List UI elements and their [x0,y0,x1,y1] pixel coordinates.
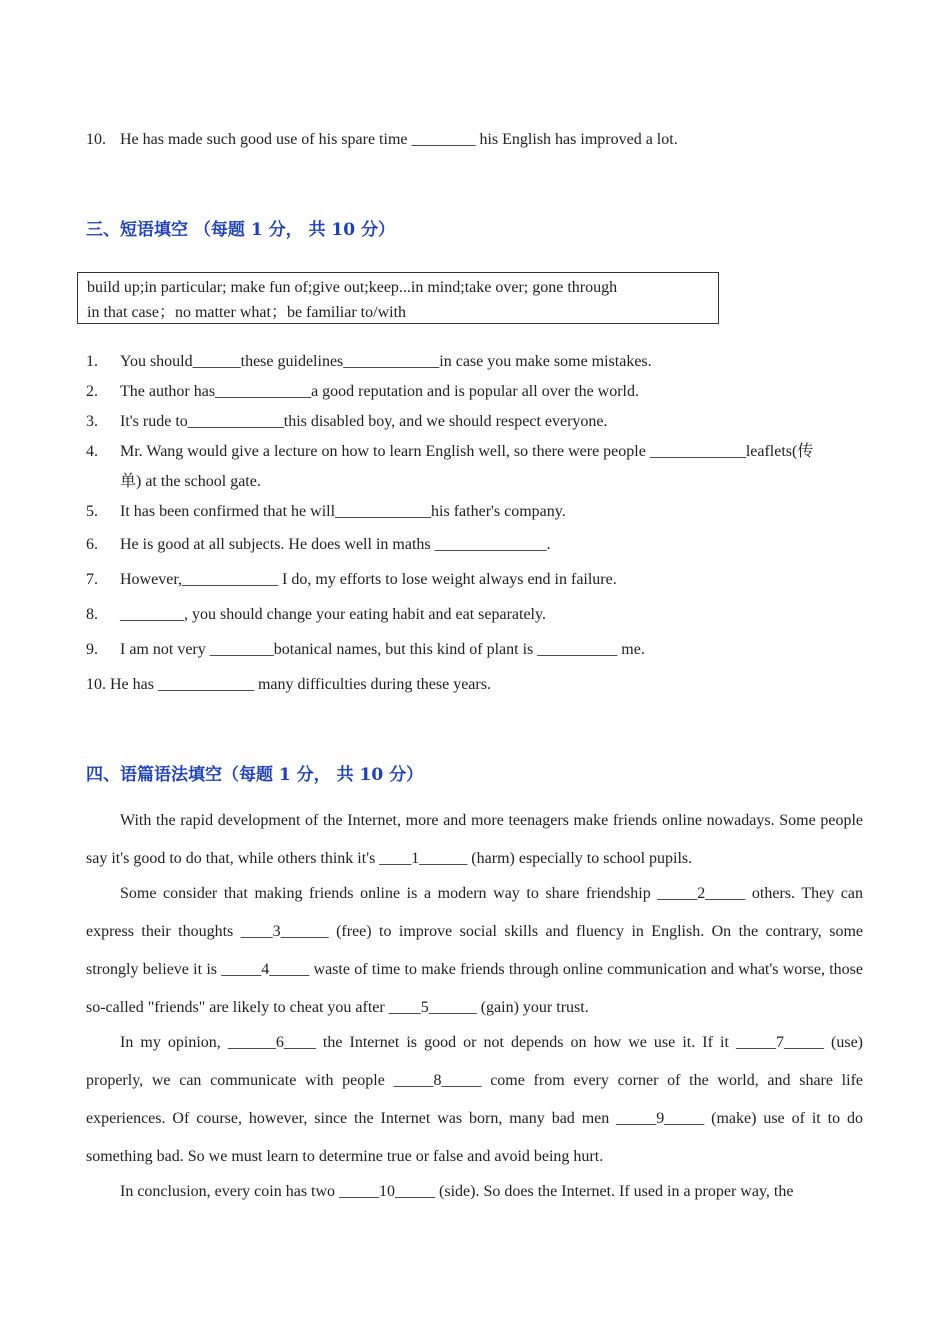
question-text: He has made such good use of his spare time ________ his English has improved a lot. [120,131,678,148]
list-item [86,382,639,402]
item-text: However,____________ I do, my efforts to lose weight always end in failure. [120,571,617,588]
item-text: ________, you should change your eating habit and eat separately. [120,606,546,623]
section-4-title: 四、语篇语法填空（每题 1 分， 共 10 分） [86,765,424,785]
item-number: 6. [86,536,98,553]
list-item [86,442,813,462]
paragraph: In my opinion, ______6____ the Internet is good or not depends on how we use it. If it _____7_____ (use) properly, we can communicate with people _____8_____ come from every corner of the world, and share life experiences. Of course, however, since the Internet was born, many bad men _____9_____ (make) use of it to do something bad. So we must learn to determine true or false and avoid being hurt. [86,1034,863,1165]
list-item [86,535,551,555]
item-text: The author has____________a good reputation and is popular all over the world. [120,383,639,400]
phrase-bank-line-2: in that case；no matter what；be familiar to/with [87,304,407,321]
list-item [86,675,491,695]
list-item [86,640,645,660]
list-item [86,570,617,590]
item-text: Mr. Wang would give a lecture on how to learn English well, so there were people ____________leaflets(传 [120,443,814,460]
item-number: 9. [86,641,98,658]
list-item [86,352,652,372]
item-text: 10. He has ____________ many difficulties during these years. [86,676,491,693]
item-text: It has been confirmed that he will____________his father's company. [120,503,566,520]
item-number: 5. [86,503,98,520]
question-number: 10. [86,131,106,148]
item-number: 4. [86,443,98,460]
paragraph: Some consider that making friends online is a modern way to share friendship _____2_____ others. They can express their thoughts ____3______ (free) to improve social skills and fluency in English. On the contrary, some strongly believe it is _____4_____ waste of time to make friends through online communication and what's worse, those so-called "friends" are likely to cheat you after ____5______ (gain) your trust. [86,885,863,1016]
item-number: 1. [86,353,98,370]
question-10 [86,130,678,150]
item-number: 8. [86,606,98,623]
list-item [86,412,608,432]
item-text: You should______these guidelines____________in case you make some mistakes. [120,353,652,370]
item-text: He is good at all subjects. He does well in maths ______________. [120,536,551,553]
section-3-title: 三、短语填空 （每题 1 分， 共 10 分） [86,220,395,240]
list-item [86,605,546,625]
item-number: 7. [86,571,98,588]
phrase-bank [77,272,719,324]
item-number: 2. [86,383,98,400]
paragraph: In conclusion, every coin has two _____10_____ (side). So does the Internet. If used in a proper way, the [120,1183,794,1200]
phrase-bank-line-1: build up;in particular; make fun of;give out;keep...in mind;take over; gone through [87,279,618,296]
item-text: I am not very ________botanical names, but this kind of plant is __________ me. [120,641,645,658]
item-number: 3. [86,413,98,430]
list-item-continuation: 单) at the school gate. [120,473,261,490]
item-text: It's rude to____________this disabled boy, and we should respect everyone. [120,413,608,430]
paragraph: With the rapid development of the Internet, more and more teenagers make friends online nowadays. Some people say it's good to do that, while others think it's ____1______ (harm) especially to school pupils. [86,812,863,867]
list-item [86,502,566,522]
